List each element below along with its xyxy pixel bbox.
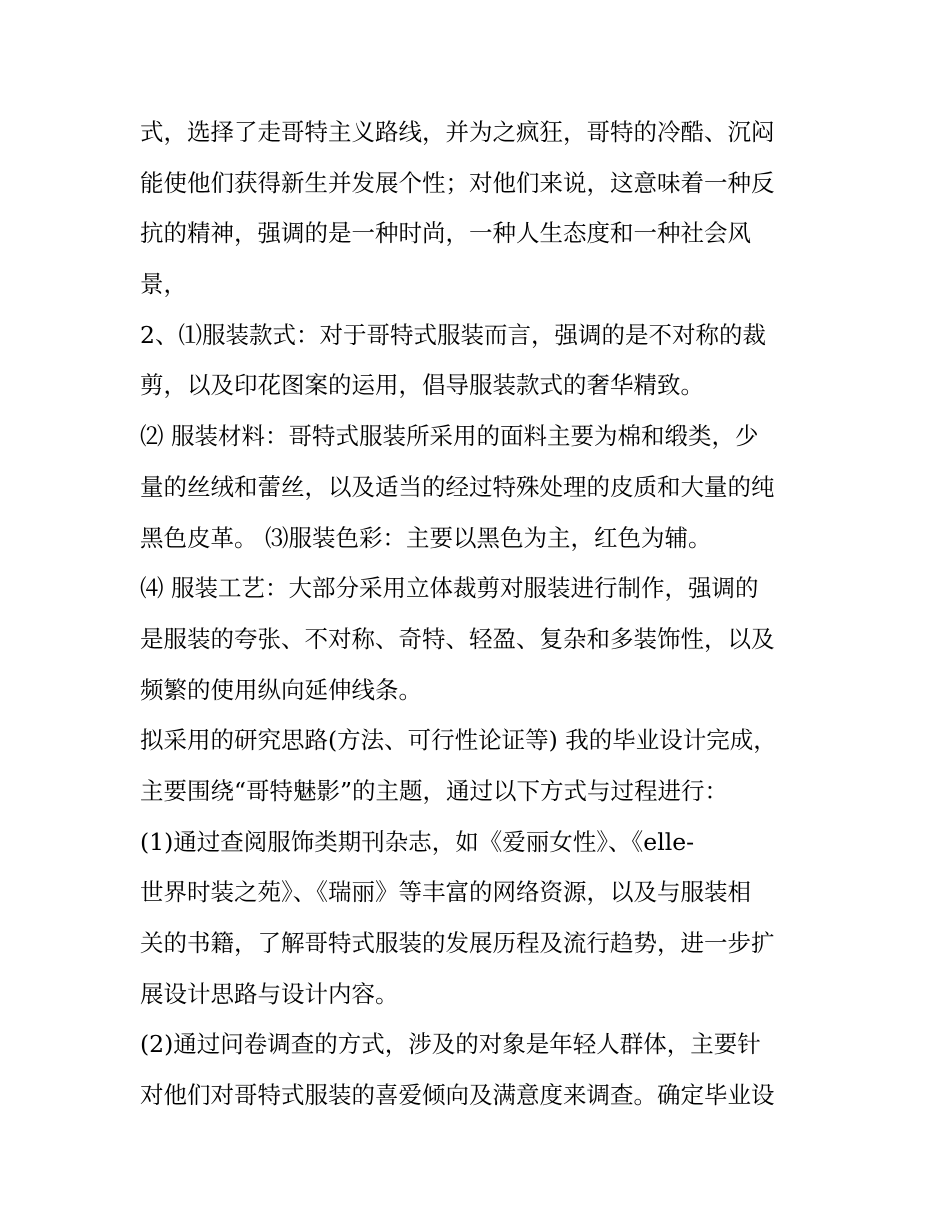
text-line: 剪，以及印花图案的运用，倡导服装款式的奢华精致。 bbox=[140, 371, 704, 400]
text-line: 关的书籍，了解哥特式服装的发展历程及流行趋势，进一步扩 bbox=[140, 929, 775, 957]
text-line: 对他们对哥特式服装的喜爱倾向及满意度来调查。确定毕业设 bbox=[140, 1081, 775, 1110]
text-line: 拟采用的研究思路(方法、可行性论证等) 我的毕业设计完成， bbox=[140, 726, 777, 755]
text-line: 景， bbox=[140, 270, 187, 299]
text-line: 式，选择了走哥特主义路线，并为之疯狂，哥特的冷酷、沉闷 bbox=[140, 118, 775, 146]
text-line: 世界时装之苑》、《瑞丽》等丰富的网络资源，以及与服装相 bbox=[140, 878, 751, 907]
text-line: ⑷ 服装工艺：大部分采用立体裁剪对服装进行制作，强调的 bbox=[140, 574, 759, 603]
text-line: 抗的精神，强调的是一种时尚，一种人生态度和一种社会风 bbox=[140, 219, 751, 248]
text-line: (2)通过问卷调查的方式，涉及的对象是年轻人群体，主要针 bbox=[140, 1030, 761, 1059]
text-line: 2、⑴服装款式：对于哥特式服装而言，强调的是不对称的裁 bbox=[140, 320, 766, 349]
text-line: 量的丝绒和蕾丝，以及适当的经过特殊处理的皮质和大量的纯 bbox=[140, 472, 775, 501]
body-text bbox=[140, 107, 820, 1121]
text-line: 是服装的夸张、不对称、奇特、轻盈、复杂和多装饰性，以及 bbox=[140, 624, 775, 653]
text-line: 主要围绕“哥特魅影”的主题，通过以下方式与过程进行： bbox=[140, 776, 729, 805]
text-line: 频繁的使用纵向延伸线条。 bbox=[140, 675, 422, 704]
text-line: ⑵ 服装材料：哥特式服装所采用的面料主要为棉和缎类，少 bbox=[140, 422, 759, 451]
text-line: 黑色皮革。 ⑶服装色彩：主要以黑色为主，红色为辅。 bbox=[140, 523, 712, 552]
text-line: 展设计思路与设计内容。 bbox=[140, 979, 399, 1008]
text-line: 能使他们获得新生并发展个性；对他们来说，这意味着一种反 bbox=[140, 168, 775, 197]
text-line: (1)通过查阅服饰类期刊杂志，如《爱丽女性》、《elle- bbox=[140, 827, 695, 856]
